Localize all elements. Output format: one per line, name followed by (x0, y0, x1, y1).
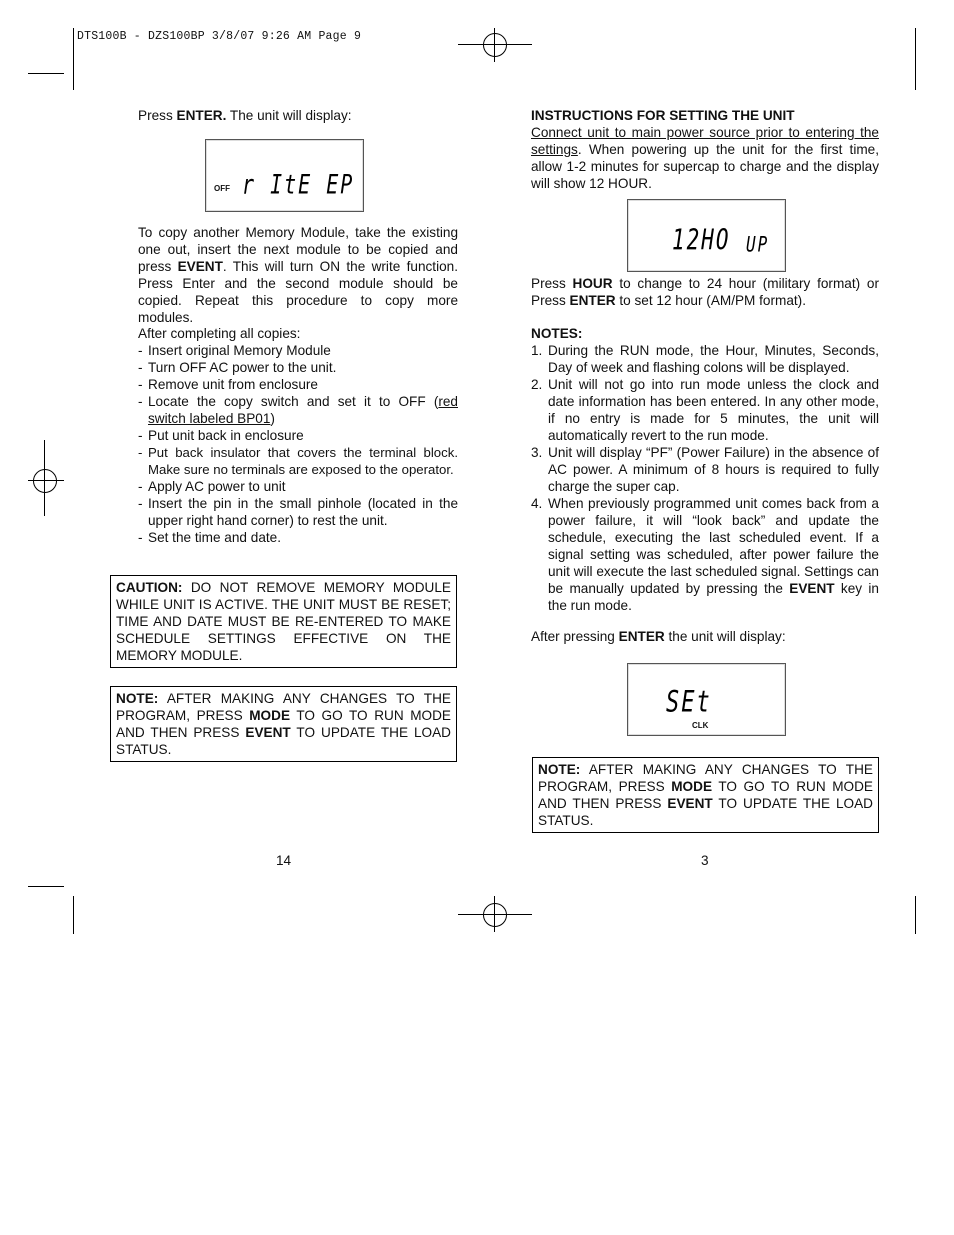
after-copies-section (138, 325, 458, 546)
hour-paragraph: Press HOUR to change to 24 hour (military format) or Press ENTER to set 12 hour (AM/PM format). (531, 276, 879, 308)
lcd-display-write-ep (205, 139, 364, 212)
off-indicator: OFF (214, 184, 230, 193)
list-item: - Insert original Memory Module (138, 342, 458, 359)
copy-steps-list (138, 342, 458, 546)
list-item: - Locate the copy switch and set it to OFF (red switch labeled BP01) (138, 393, 458, 427)
list-item: - Put unit back in enclosure (138, 427, 458, 444)
right-column (531, 107, 879, 192)
note-box-left: NOTE: AFTER MAKING ANY CHANGES TO THE PROGRAM, PRESS MODE TO GO TO RUN MODE AND THEN PRESS EVENT TO UPDATE THE LOAD STATUS. (110, 686, 457, 762)
left-column (138, 107, 458, 124)
notes-list (531, 342, 879, 614)
hour-instructions (531, 275, 879, 309)
notes-heading: NOTES: (531, 326, 583, 341)
lcd-segments: SEt (666, 686, 712, 720)
copy-instructions (138, 224, 458, 326)
lcd-display-set-clock (627, 663, 786, 736)
lcd-display-12-hour (627, 199, 786, 272)
list-item: 1. During the RUN mode, the Hour, Minutes, Seconds, Day of week and flashing colons will be displayed. (531, 343, 879, 375)
lcd-segments: r ItE EP (242, 168, 355, 201)
list-item: - Put back insulator that covers the terminal block. Make sure no terminals are exposed to the operator. (138, 444, 458, 478)
list-item: - Set the time and date. (138, 529, 458, 546)
list-item: - Turn OFF AC power to the unit. (138, 359, 458, 376)
list-item: 3. Unit will display “PF” (Power Failure) in the absence of AC power. A minimum of 8 hours is required to fully charge the super cap. (531, 445, 879, 494)
section-heading: INSTRUCTIONS FOR SETTING THE UNIT (531, 108, 795, 123)
notes-section (531, 325, 879, 614)
caution-box: CAUTION: DO NOT REMOVE MEMORY MODULE WHILE UNIT IS ACTIVE. THE UNIT MUST BE RESET; TIME AND DATE MUST BE RE-ENTERED TO MAKE SCHEDULE SETTINGS EFFECTIVE ON THE MEMORY MODULE. (110, 575, 457, 668)
clk-indicator: CLK (692, 721, 709, 730)
lcd-segments-big: 12HO (672, 224, 731, 257)
list-item: - Remove unit from enclosure (138, 376, 458, 393)
print-slug: DTS100B - DZS100BP 3/8/07 9:26 AM Page 9 (77, 30, 362, 43)
after-enter-line: After pressing ENTER the unit will display: (531, 629, 786, 644)
intro-paragraph: Connect unit to main power source prior to entering the settings. When powering up the unit for the first time, allow 1-2 minutes for supercap to charge and the display will show 12 HOUR. (531, 125, 879, 191)
copy-paragraph: To copy another Memory Module, take the existing one out, insert the next module to be copied and press EVENT. This will turn ON the write function. Press Enter and the second module should be copied. Repeat this procedure to copy more modules. (138, 225, 458, 325)
list-item: - Insert the pin in the small pinhole (located in the upper right hand corner) to rest the unit. (138, 495, 458, 529)
list-item: - Apply AC power to unit (138, 478, 458, 495)
press-enter-line: Press ENTER. The unit will display: (138, 108, 352, 123)
lcd-segments-small: UP (746, 231, 770, 257)
after-copies-heading: After completing all copies: (138, 326, 301, 341)
page-number-left: 14 (276, 853, 292, 868)
list-item: 4. When previously programmed unit comes back from a power failure, it will “look back” and update the schedule, executing the last scheduled event. If a signal setting was scheduled, after power failure the unit will execute the last scheduled signal. Settings can be manually updated by pressing the EVENT key in the run mode. (531, 496, 879, 613)
page-number-right: 3 (701, 853, 709, 868)
list-item: 2. Unit will not go into run mode unless the clock and date information has been entered. In any other mode, if no entry is made for 5 minutes, the unit will automatically revert to the run mode. (531, 377, 879, 443)
note-box-right: NOTE: AFTER MAKING ANY CHANGES TO THE PROGRAM, PRESS MODE TO GO TO RUN MODE AND THEN PRESS EVENT TO UPDATE THE LOAD STATUS. (532, 757, 879, 833)
